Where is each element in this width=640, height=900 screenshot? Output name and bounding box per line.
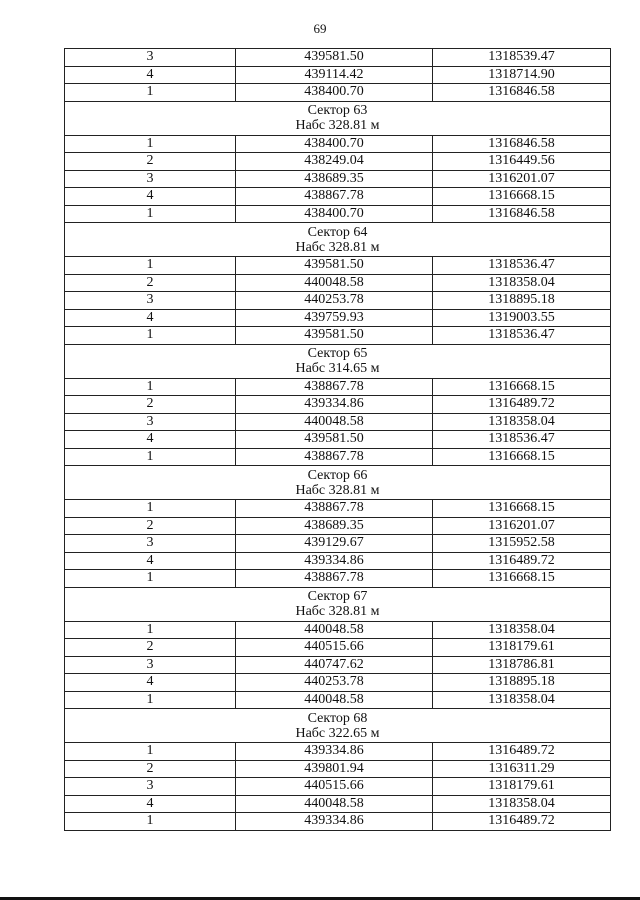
x-coordinate-cell: 439801.94 (236, 760, 433, 778)
x-coordinate-cell: 440253.78 (236, 292, 433, 310)
point-number-cell: 2 (65, 639, 236, 657)
table-row (65, 674, 611, 692)
y-coordinate-cell: 1318539.47 (433, 49, 611, 67)
x-coordinate-cell: 438867.78 (236, 378, 433, 396)
x-coordinate-cell: 439334.86 (236, 396, 433, 414)
sector-elevation: Набс 322.65 м (295, 725, 380, 741)
y-coordinate-cell: 1315952.58 (433, 535, 611, 553)
x-coordinate-cell: 439334.86 (236, 552, 433, 570)
sector-header-row (65, 466, 611, 500)
sector-header-row (65, 223, 611, 257)
table-row (65, 292, 611, 310)
table-row (65, 49, 611, 67)
point-number-cell: 3 (65, 656, 236, 674)
x-coordinate-cell: 440515.66 (236, 778, 433, 796)
point-number-cell: 1 (65, 205, 236, 223)
x-coordinate-cell: 439334.86 (236, 743, 433, 761)
point-number-cell: 2 (65, 760, 236, 778)
y-coordinate-cell: 1318358.04 (433, 413, 611, 431)
y-coordinate-cell: 1318895.18 (433, 292, 611, 310)
y-coordinate-cell: 1318536.47 (433, 431, 611, 449)
sector-elevation: Набс 328.81 м (295, 239, 380, 255)
y-coordinate-cell: 1318358.04 (433, 621, 611, 639)
y-coordinate-cell: 1316846.58 (433, 84, 611, 102)
sector-header-row (65, 101, 611, 135)
table-row (65, 188, 611, 206)
sector-elevation: Набс 328.81 м (295, 482, 380, 498)
y-coordinate-cell: 1316201.07 (433, 517, 611, 535)
table-row (65, 205, 611, 223)
table-row (65, 431, 611, 449)
sector-title: Сектор 64 (307, 224, 368, 240)
x-coordinate-cell: 439334.86 (236, 813, 433, 831)
sector-header-cell (65, 101, 611, 135)
table-row (65, 570, 611, 588)
x-coordinate-cell: 440048.58 (236, 795, 433, 813)
table-row (65, 760, 611, 778)
sector-elevation: Набс 328.81 м (295, 118, 380, 133)
table-row (65, 691, 611, 709)
y-coordinate-cell: 1316201.07 (433, 170, 611, 188)
sector-elevation: Набс 314.65 м (295, 361, 380, 376)
sector-header-cell (65, 709, 611, 743)
x-coordinate-cell: 438867.78 (236, 448, 433, 466)
y-coordinate-cell: 1318179.61 (433, 778, 611, 796)
x-coordinate-cell: 440048.58 (236, 621, 433, 639)
y-coordinate-cell: 1316668.15 (433, 188, 611, 206)
x-coordinate-cell: 440048.58 (236, 691, 433, 709)
table-row (65, 552, 611, 570)
y-coordinate-cell: 1316489.72 (433, 813, 611, 831)
x-coordinate-cell: 439114.42 (236, 66, 433, 84)
point-number-cell: 2 (65, 274, 236, 292)
point-number-cell: 1 (65, 691, 236, 709)
y-coordinate-cell: 1318536.47 (433, 257, 611, 275)
sector-title: Сектор 68 (307, 710, 368, 726)
point-number-cell: 1 (65, 813, 236, 831)
y-coordinate-cell: 1318895.18 (433, 674, 611, 692)
point-number-cell: 1 (65, 257, 236, 275)
sector-title: Сектор 63 (307, 103, 368, 118)
x-coordinate-cell: 438867.78 (236, 188, 433, 206)
y-coordinate-cell: 1316846.58 (433, 135, 611, 153)
x-coordinate-cell: 438400.70 (236, 135, 433, 153)
point-number-cell: 1 (65, 743, 236, 761)
y-coordinate-cell: 1318358.04 (433, 274, 611, 292)
table-row (65, 396, 611, 414)
table-row (65, 535, 611, 553)
y-coordinate-cell: 1318786.81 (433, 656, 611, 674)
y-coordinate-cell: 1318714.90 (433, 66, 611, 84)
y-coordinate-cell: 1316311.29 (433, 760, 611, 778)
table-row (65, 309, 611, 327)
x-coordinate-cell: 439581.50 (236, 431, 433, 449)
sector-header-row (65, 587, 611, 621)
sector-header-row (65, 344, 611, 378)
table-row (65, 813, 611, 831)
point-number-cell: 2 (65, 396, 236, 414)
sector-header-cell (65, 223, 611, 257)
y-coordinate-cell: 1318536.47 (433, 327, 611, 345)
x-coordinate-cell: 438249.04 (236, 153, 433, 171)
point-number-cell: 3 (65, 413, 236, 431)
point-number-cell: 4 (65, 795, 236, 813)
sector-title: Сектор 67 (307, 589, 368, 604)
point-number-cell: 1 (65, 448, 236, 466)
table-row (65, 66, 611, 84)
table-row (65, 327, 611, 345)
x-coordinate-cell: 438867.78 (236, 500, 433, 518)
x-coordinate-cell: 440048.58 (236, 274, 433, 292)
point-number-cell: 2 (65, 153, 236, 171)
point-number-cell: 3 (65, 778, 236, 796)
x-coordinate-cell: 440515.66 (236, 639, 433, 657)
point-number-cell: 3 (65, 535, 236, 553)
x-coordinate-cell: 438867.78 (236, 570, 433, 588)
point-number-cell: 1 (65, 327, 236, 345)
sector-title: Сектор 65 (307, 346, 368, 361)
point-number-cell: 4 (65, 431, 236, 449)
point-number-cell: 2 (65, 517, 236, 535)
x-coordinate-cell: 438689.35 (236, 170, 433, 188)
x-coordinate-cell: 439581.50 (236, 49, 433, 67)
point-number-cell: 3 (65, 170, 236, 188)
y-coordinate-cell: 1316489.72 (433, 396, 611, 414)
sector-elevation: Набс 328.81 м (295, 604, 380, 619)
point-number-cell: 4 (65, 66, 236, 84)
x-coordinate-cell: 439759.93 (236, 309, 433, 327)
point-number-cell: 3 (65, 49, 236, 67)
point-number-cell: 1 (65, 84, 236, 102)
sector-header-cell (65, 587, 611, 621)
x-coordinate-cell: 439581.50 (236, 257, 433, 275)
x-coordinate-cell: 438689.35 (236, 517, 433, 535)
x-coordinate-cell: 440253.78 (236, 674, 433, 692)
table-row (65, 257, 611, 275)
x-coordinate-cell: 438400.70 (236, 84, 433, 102)
point-number-cell: 4 (65, 188, 236, 206)
point-number-cell: 4 (65, 674, 236, 692)
table-row (65, 621, 611, 639)
x-coordinate-cell: 440048.58 (236, 413, 433, 431)
sector-header-cell (65, 466, 611, 500)
y-coordinate-cell: 1316489.72 (433, 552, 611, 570)
table-row (65, 274, 611, 292)
table-row (65, 170, 611, 188)
y-coordinate-cell: 1319003.55 (433, 309, 611, 327)
y-coordinate-cell: 1316489.72 (433, 743, 611, 761)
y-coordinate-cell: 1316668.15 (433, 500, 611, 518)
table-row (65, 84, 611, 102)
x-coordinate-cell: 439129.67 (236, 535, 433, 553)
table-row (65, 500, 611, 518)
table-row (65, 378, 611, 396)
table-row (65, 135, 611, 153)
y-coordinate-cell: 1316668.15 (433, 570, 611, 588)
y-coordinate-cell: 1316668.15 (433, 378, 611, 396)
table-row (65, 153, 611, 171)
sector-title: Сектор 66 (307, 467, 368, 483)
table-row (65, 743, 611, 761)
table-row (65, 656, 611, 674)
table-row (65, 448, 611, 466)
sector-header-cell (65, 344, 611, 378)
table-row (65, 795, 611, 813)
y-coordinate-cell: 1316668.15 (433, 448, 611, 466)
sector-header-row (65, 709, 611, 743)
point-number-cell: 1 (65, 378, 236, 396)
point-number-cell: 3 (65, 292, 236, 310)
y-coordinate-cell: 1316449.56 (433, 153, 611, 171)
y-coordinate-cell: 1316846.58 (433, 205, 611, 223)
y-coordinate-cell: 1318358.04 (433, 795, 611, 813)
y-coordinate-cell: 1318358.04 (433, 691, 611, 709)
table-row (65, 413, 611, 431)
y-coordinate-cell: 1318179.61 (433, 639, 611, 657)
table-row (65, 778, 611, 796)
table-row (65, 639, 611, 657)
coordinates-table-body (65, 49, 611, 831)
coordinates-table (64, 48, 611, 831)
point-number-cell: 4 (65, 552, 236, 570)
x-coordinate-cell: 440747.62 (236, 656, 433, 674)
page-number: 69 (313, 21, 327, 36)
point-number-cell: 1 (65, 621, 236, 639)
x-coordinate-cell: 438400.70 (236, 205, 433, 223)
point-number-cell: 1 (65, 500, 236, 518)
x-coordinate-cell: 439581.50 (236, 327, 433, 345)
point-number-cell: 1 (65, 570, 236, 588)
table-row (65, 517, 611, 535)
point-number-cell: 4 (65, 309, 236, 327)
point-number-cell: 1 (65, 135, 236, 153)
